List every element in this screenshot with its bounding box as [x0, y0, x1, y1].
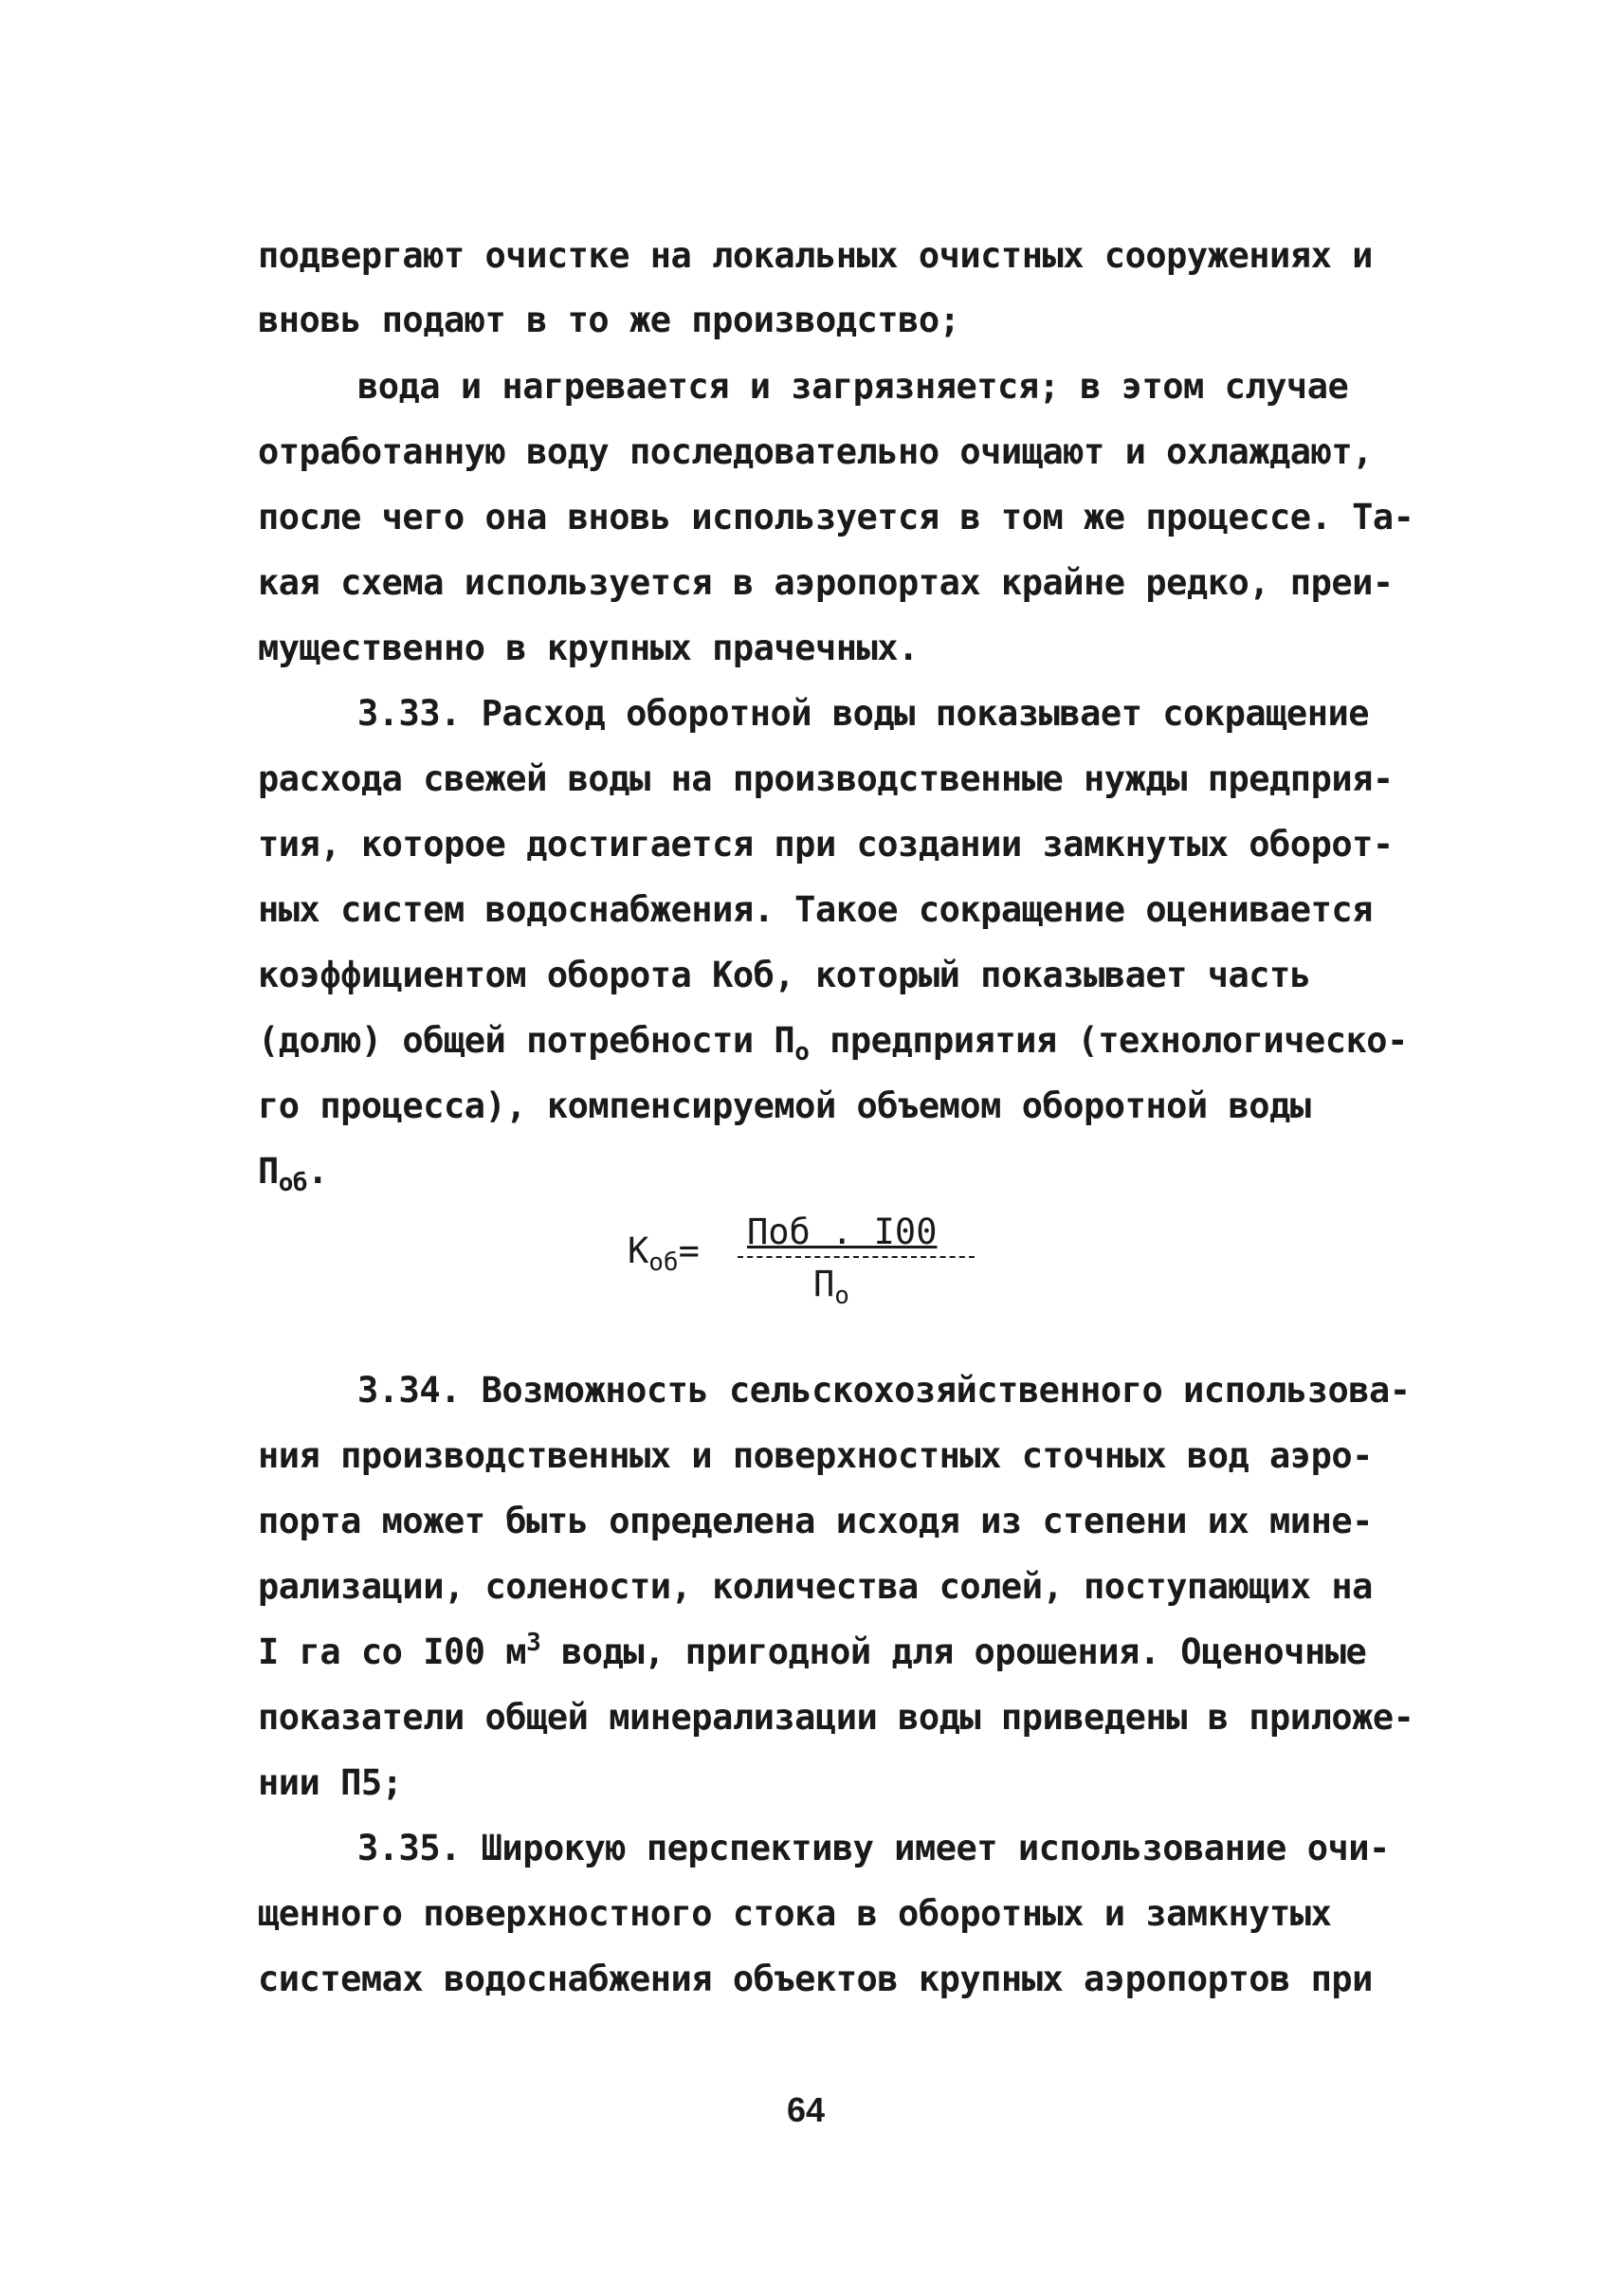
text-line: подвергают очистке на локальных очистных сооружениях и — [258, 235, 1373, 276]
formula-denominator — [813, 1264, 849, 1310]
text-line: го процесса), компенсируемой объемом оборотной воды — [258, 1085, 1311, 1126]
text-line: отработанную воду последовательно очищают и охлаждают, — [258, 431, 1373, 472]
text-line: порта может быть определена исходя из степени их мине- — [258, 1501, 1373, 1541]
text-line: ных систем водоснабжения. Такое сокращение оценивается — [258, 889, 1373, 930]
text-line: мущественно в крупных прачечных. — [258, 628, 919, 668]
text-line: щенного поверхностного стока в оборотных и замкнутых — [258, 1893, 1332, 1934]
text-segment: предприятия (технологическо- — [809, 1020, 1408, 1061]
formula-symbol: К — [628, 1230, 649, 1271]
section-3-34-start: 3.34. Возможность сельскохозяйственного использова- — [357, 1370, 1411, 1411]
fraction-bar — [738, 1256, 975, 1258]
text-segment: (долю) общей потребности П — [258, 1020, 795, 1061]
formula-equals: = — [678, 1230, 700, 1271]
text-segment: I га со I00 м — [258, 1631, 527, 1672]
formula-subscript: об — [648, 1248, 679, 1277]
section-3-33-start: 3.33. Расход оборотной воды показывает сокращение — [357, 693, 1370, 734]
text-line: вода и нагревается и загрязняется; в этом случае — [357, 366, 1349, 407]
text-line: вновь подают в то же производство; — [258, 300, 960, 340]
text-line: показатели общей минерализации воды приведены в приложе- — [258, 1697, 1414, 1738]
text-segment: воды, пригодной для орошения. Оценочные — [540, 1631, 1367, 1672]
text-line — [258, 1629, 1377, 1672]
section-3-35-start: 3.35. Широкую перспективу имеет использование очи- — [357, 1828, 1390, 1868]
text-line: после чего она вновь используется в том же процессе. Та- — [258, 497, 1414, 538]
text-line: системах водоснабжения объектов крупных аэропортов при — [258, 1959, 1373, 1999]
text-line: рализации, солености, количества солей, поступающих на — [258, 1566, 1373, 1607]
text-segment: П — [258, 1151, 279, 1192]
text-segment: . — [307, 1151, 328, 1192]
formula-numerator: Поб . I00 — [747, 1212, 938, 1252]
text-line: нии П5; — [258, 1762, 403, 1803]
text-line: коэффициентом оборота Коб, который показывает часть — [258, 955, 1311, 995]
formula-lhs — [628, 1230, 700, 1277]
text-line: кая схема используется в аэропортах крайне редко, преи- — [258, 562, 1394, 603]
subscript: об — [278, 1169, 308, 1197]
text-line: тия, которое достигается при создании замкнутых оборот- — [258, 824, 1394, 865]
text-line: ния производственных и поверхностных сточных вод аэро- — [258, 1435, 1373, 1476]
formula-subscript: о — [834, 1282, 849, 1310]
text-line — [258, 1020, 1408, 1066]
page-number: 64 — [787, 2090, 826, 2129]
formula-symbol: П — [813, 1264, 835, 1304]
subscript: о — [794, 1038, 810, 1066]
text-line: расхода свежей воды на производственные нужды предприя- — [258, 758, 1394, 799]
superscript: 3 — [526, 1629, 541, 1657]
text-line — [258, 1151, 1377, 1197]
